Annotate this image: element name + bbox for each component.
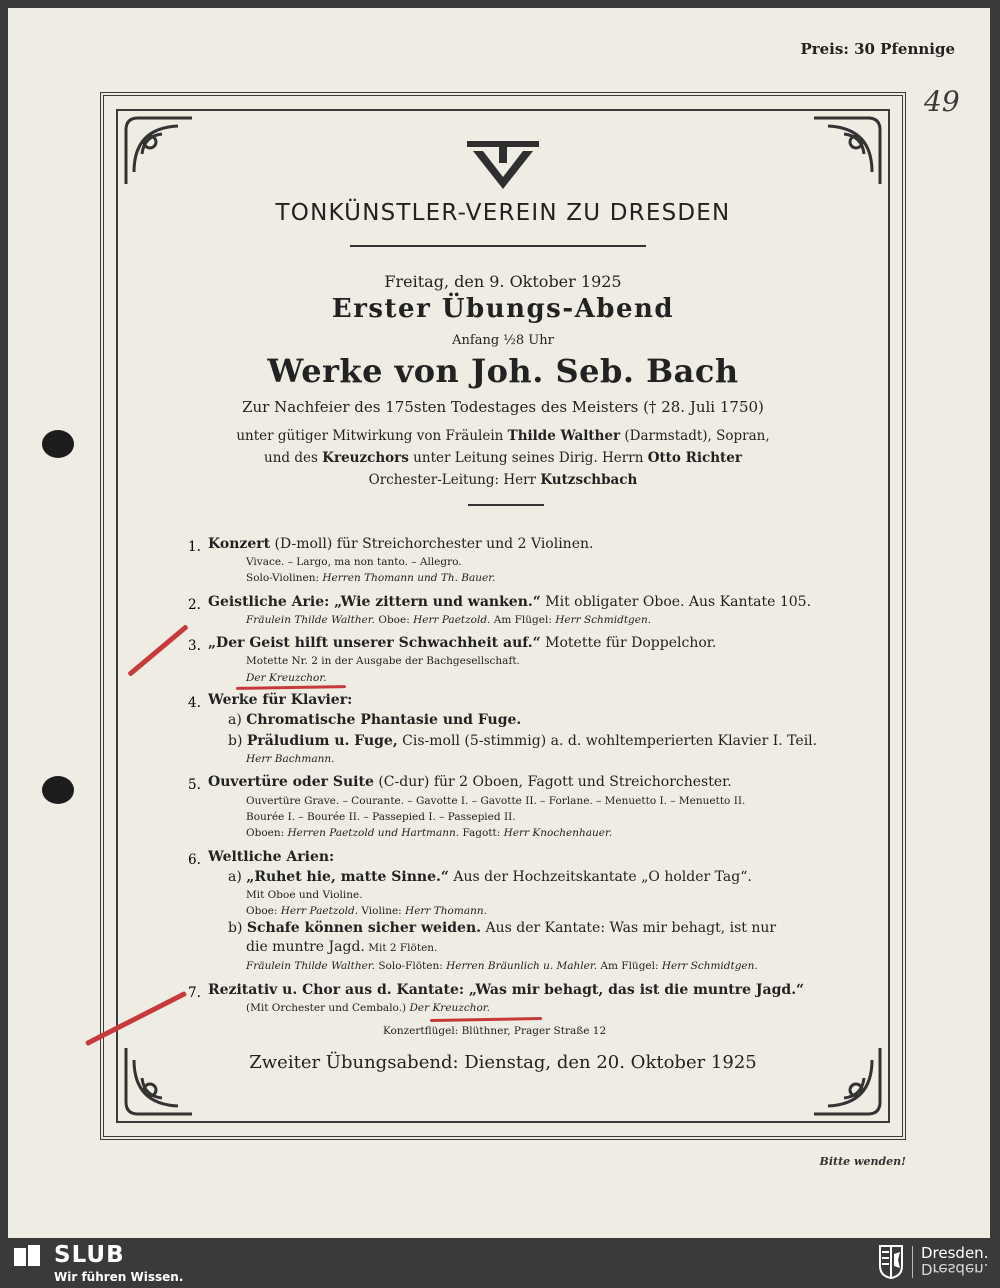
program-7-note: (Mit Orchester und Cembalo.) Der Kreuzchor. [246, 1002, 490, 1014]
dresden-coat-of-arms-icon [878, 1244, 904, 1280]
program-1-movements: Vivace. – Largo, ma non tanto. – Allegro. [246, 556, 462, 568]
program-6b: b) Schafe können sicher weiden. Aus der Kantate: Was mir behagt, ist nur [228, 920, 777, 936]
composer-title: Werke von Joh. Seb. Bach [267, 352, 739, 390]
dresden-name-mirrored: Dresden. [921, 1260, 989, 1278]
concert-piano-note: Konzertflügel: Blüthner, Prager Straße 12 [383, 1025, 607, 1037]
program-4-performer: Herr Bachmann. [246, 753, 335, 765]
program-3-title: „Der Geist hilft unserer Schwachheit auf.“ Motette für Doppelchor. [208, 635, 717, 651]
program-1-soloists: Solo-Violinen: Herren Thomann und Th. Bauer. [246, 572, 496, 584]
page: Preis: 30 Pfennige 49 TONKÜNSTLER-VEREIN ZU DRESDEN Freitag, den 9. Oktober 1925 Erster Übungs-Abend Anfang ½8 Uhr Werke von Joh. Seb. Bach Zur Nachfeier des 175sten Todestages des Meisters († 28. Juli 1750) unter gütiger Mitwirkung von Fräulein Thilde Walther (Darmstadt), Sopran, und des Kreuzchors unter Leitung seines Dirig. Herrn Otto Richter Orchester-Leitung: Herr Kutzschbach 1. Konzert (D-moll) für Streichorchester und 2 Violinen. Vivace. – Largo, ma non tanto. – Allegro. Solo-Violinen: Herren Thomann und Th. Bauer. 2. Geistliche Arie: „Wie zittern und wanken.“ Mit obligater Oboe. Aus Kantate 105. Fräulein Thilde Walther. Oboe: Herr Paetzold. Am Flügel: Herr Schmidtgen. 3. „Der Geist hilft unserer Schwachheit auf.“ Motette für Doppelchor. Motette Nr. 2 in der Ausgabe der Bachgesellschaft. Der Kreuzchor. 4. Werke für Klavier: a) Chromatische Phantasie und Fuge. b) Präludium u. Fuge, Cis-moll (5-stimmig) a. d. wohltemperierten Klavier I. Teil. Herr Bachmann. 5. Ouvertüre oder Suite (C-dur) für 2 Oboen, Fagott und Streichorchester. Ouvertüre Grave. – Courante. – Gavotte I. – Gavotte II. – Forlane. – Menuetto I. – Menuetto II. Bourée I. – Bourée II. – Passepied I. – Passepied II. Oboen: Herren Paetzold und Hartmann. Fagott: Herr Knochenhauer. 6. Weltliche Arien: a) „Ruhet hie, matte Sinne.“ Aus der Hochzeitskantate „O holder Tag“. Mit Oboe und Violine. Oboe: Herr Paetzold. Violine: Herr Thomann. b) Schafe können sicher weiden. Aus der Kantate: Was mir behagt, ist nur die muntre Jagd. Mit 2 Flöten. Fräulein Thilde Walther. Solo-Flöten: Herren Bräunlich u. Mahler. Am Flügel: Herr Schmidtgen. 7. Rezitativ u. Chor aus d. Kantate: „Was mir behagt, das ist die muntre Jagd.“ (Mit Orchester und Cembalo.) Der Kreuzchor. Konzertflügel: Blüthner, Prager Straße 12 Zweiter Übungsabend: Dienstag, den 20. Oktober 1925 Bitte wenden! SLUB Wir führen Wissen. Dresden. Dresden. [0, 0, 1000, 1288]
program-6a: a) „Ruhet hie, matte Sinne.“ Aus der Hochzeitskantate „O holder Tag“. [228, 869, 752, 885]
event-date: Freitag, den 9. Oktober 1925 [384, 272, 622, 291]
slub-logo-icon [12, 1242, 42, 1272]
program-7-title: Rezitativ u. Chor aus d. Kantate: „Was mir behagt, das ist die muntre Jagd.“ [208, 982, 805, 998]
program-6b-line-2: die muntre Jagd. Mit 2 Flöten. [246, 939, 438, 955]
slub-tagline: Wir führen Wissen. [54, 1270, 184, 1284]
program-4-title: Werke für Klavier: [208, 692, 353, 708]
program-4a: a) Chromatische Phantasie und Fuge. [228, 712, 522, 728]
program-1-title: Konzert (D-moll) für Streichorchester und 2 Violinen. [208, 536, 594, 552]
performers-line-2: und des Kreuzchors unter Leitung seines Dirig. Herrn Otto Richter [264, 450, 742, 466]
short-divider [468, 504, 544, 506]
price-label: Preis: 30 Pfennige [800, 40, 955, 58]
program-6a-note: Mit Oboe und Violine. [246, 889, 363, 901]
turn-over-note: Bitte wenden! [819, 1155, 906, 1168]
program-5-performers: Oboen: Herren Paetzold und Hartmann. Fagott: Herr Knochenhauer. [246, 827, 613, 839]
handwritten-archive-number: 49 [924, 85, 960, 118]
footer-divider [912, 1246, 913, 1278]
tv-monogram-logo [465, 133, 541, 191]
occasion-line: Zur Nachfeier des 175sten Todestages des Meisters († 28. Juli 1750) [242, 398, 764, 416]
program-6b-performers: Fräulein Thilde Walther. Solo-Flöten: Herren Bräunlich u. Mahler. Am Flügel: Herr Schmidtgen. [246, 960, 758, 972]
program-2-performers: Fräulein Thilde Walther. Oboe: Herr Paetzold. Am Flügel: Herr Schmidtgen. [246, 614, 652, 626]
punch-hole-lower [42, 776, 74, 804]
start-time: Anfang ½8 Uhr [452, 333, 554, 348]
program-5-movements-1: Ouvertüre Grave. – Courante. – Gavotte I. – Gavotte II. – Forlane. – Menuetto I. – Menuetto II. [246, 795, 746, 807]
punch-hole-upper [42, 430, 74, 458]
event-heading: Erster Übungs-Abend [331, 294, 675, 324]
performers-line-1: unter gütiger Mitwirkung von Fräulein Thilde Walther (Darmstadt), Sopran, [236, 428, 770, 444]
conductor-line: Orchester-Leitung: Herr Kutzschbach [368, 472, 638, 488]
program-2-title: Geistliche Arie: „Wie zittern und wanken.“ Mit obligater Oboe. Aus Kantate 105. [208, 594, 812, 610]
program-5-movements-2: Bourée I. – Bourée II. – Passepied I. – Passepied II. [246, 811, 516, 823]
program-5-title: Ouvertüre oder Suite (C-dur) für 2 Oboen, Fagott und Streichorchester. [208, 774, 732, 790]
program-6-title: Weltliche Arien: [208, 849, 335, 865]
corner-ornament-top-right [808, 112, 886, 190]
divider-line [350, 245, 646, 247]
program-3-performer: Der Kreuzchor. [246, 672, 327, 684]
slub-name: SLUB [54, 1242, 125, 1268]
program-6a-performers: Oboe: Herr Paetzold. Violine: Herr Thomann. [246, 905, 487, 917]
footer-bar [0, 1238, 1000, 1288]
program-4b: b) Präludium u. Fuge, Cis-moll (5-stimmig) a. d. wohltemperierten Klavier I. Teil. [228, 733, 818, 749]
society-name: TONKÜNSTLER-VEREIN ZU DRESDEN [275, 200, 731, 226]
program-3-note: Motette Nr. 2 in der Ausgabe der Bachgesellschaft. [246, 655, 520, 667]
corner-ornament-top-left [120, 112, 198, 190]
next-event: Zweiter Übungsabend: Dienstag, den 20. Oktober 1925 [249, 1052, 757, 1073]
dresden-name: Dresden. [921, 1244, 989, 1262]
